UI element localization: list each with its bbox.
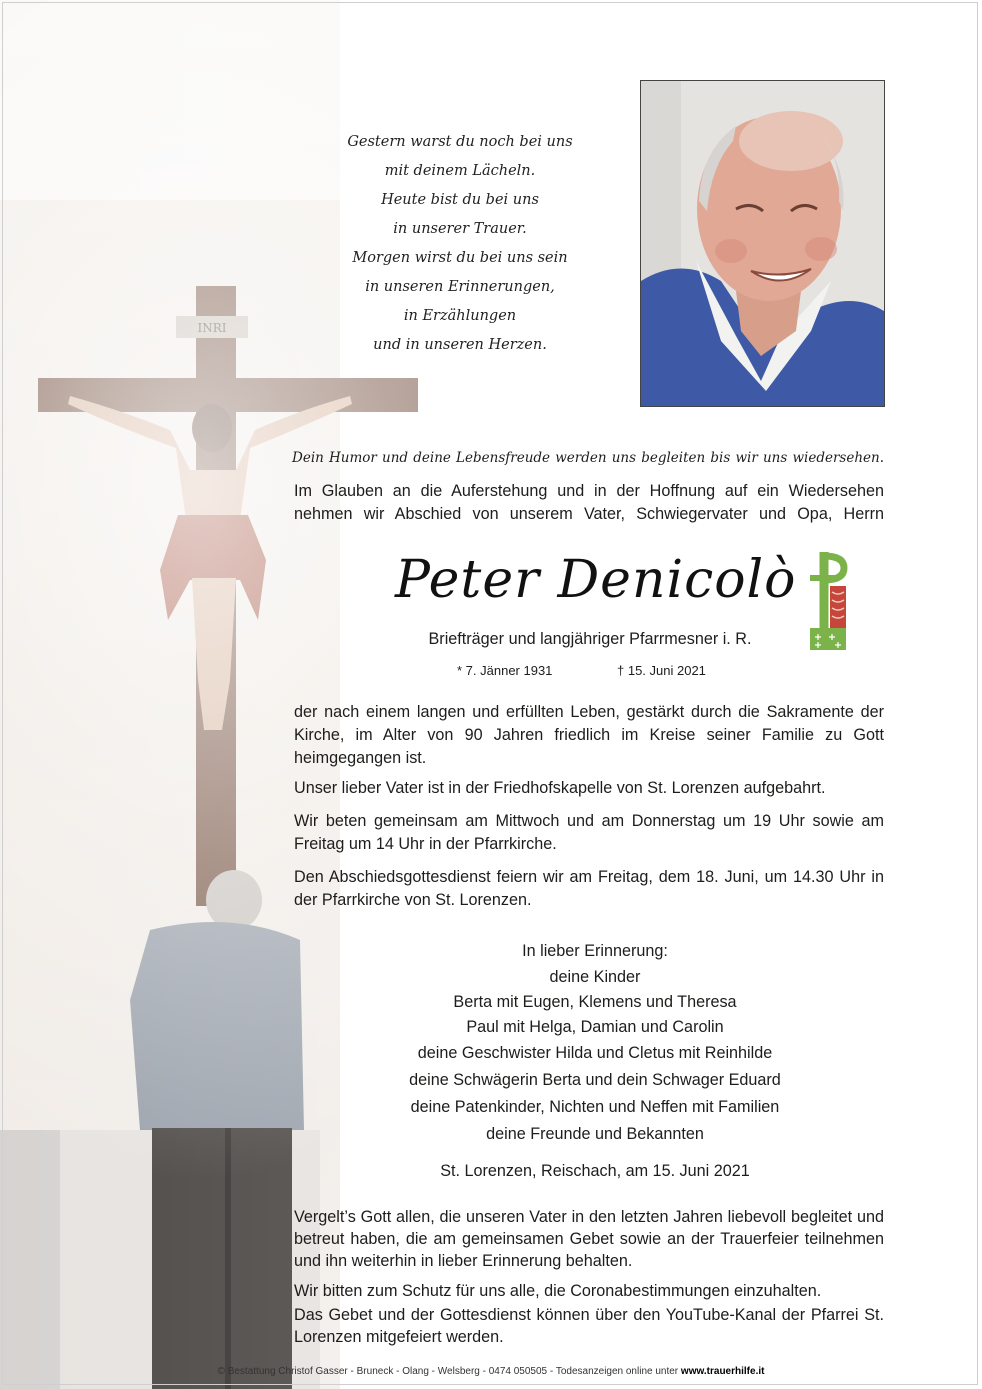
footer-text: © Bestattung Christof Gasser - Bruneck - Olang - Welsberg - 0474 050505 - Todesanzeigen online unter: [217, 1366, 681, 1377]
mourners-heading: In lieber Erinnerung:: [522, 942, 668, 960]
place-and-date: St. Lorenzen, Reischach, am 15. Juni 2021: [440, 1162, 750, 1180]
mourner-line: deine Patenkinder, Nichten und Neffen mit Familien: [410, 1098, 780, 1116]
motto: Dein Humor und deine Lebensfreude werden uns begleiten bis wir uns wiedersehen.: [292, 450, 884, 466]
youtube-notice: Das Gebet und der Gottesdienst können über den YouTube-Kanal der Pfarrei St. Lorenzen mitgefeiert werden.: [294, 1306, 884, 1346]
mourner-line: deine Kinder: [549, 968, 641, 986]
corona-notice: Wir bitten zum Schutz für uns alle, die Coronabestimmungen einzuhalten.: [294, 1282, 822, 1300]
poem-line: in Erzählungen: [403, 308, 517, 324]
body-paragraph: Unser lieber Vater ist in der Friedhofskapelle von St. Lorenzen aufgebahrt.: [294, 779, 826, 797]
poem-line: mit deinem Lächeln.: [384, 163, 536, 179]
poem: [300, 128, 620, 360]
mourner-line: Berta mit Eugen, Klemens und Theresa: [453, 993, 737, 1011]
portrait-photo: [640, 80, 885, 407]
poem-line: und in unseren Herzen.: [373, 337, 547, 353]
body-paragraph: Den Abschiedsgottesdienst feiern wir am Freitag, dem 18. Juni, um 14.30 Uhr in der Pfarrkirche von St. Lorenzen.: [294, 868, 884, 909]
mourner-line: deine Schwägerin Berta und dein Schwager Eduard: [409, 1071, 781, 1089]
deceased-name: Peter Denicolò: [395, 550, 797, 610]
intro-paragraph: Im Glauben an die Auferstehung und in der Hoffnung auf ein Wiedersehen nehmen wir Abschied von unserem Vater, Schwiegervater und Opa, Herrn: [294, 482, 884, 523]
mourner-line: deine Geschwister Hilda und Cletus mit Reinhilde: [417, 1044, 773, 1062]
poem-line: Morgen wirst du bei uns sein: [352, 250, 568, 266]
mourner-line: deine Freunde und Bekannten: [486, 1125, 704, 1143]
poem-line: Heute bist du bei uns: [381, 192, 539, 208]
thanks-paragraph: Vergelt’s Gott allen, die unseren Vater in den letzten Jahren liebevoll begleitet und betreut haben, die am gemeinsamen Gebet sowie an der Trauerfeier teilnehmen und ihn weiterhin in lieber Erinnerung behalten.: [294, 1208, 884, 1270]
mourner-line: Paul mit Helga, Damian und Carolin: [466, 1018, 724, 1036]
poem-line: in unserer Trauer.: [393, 221, 527, 237]
mourners-list: [400, 938, 790, 1148]
poem-line: in unseren Erinnerungen,: [365, 279, 555, 295]
deceased-occupation: Briefträger und langjähriger Pfarrmesner i. R.: [428, 630, 752, 648]
chi-rho-symbol-icon: [808, 548, 850, 652]
death-date: † 15. Juni 2021: [617, 663, 706, 678]
footer: [0, 1366, 982, 1377]
body-paragraph: Wir beten gemeinsam am Mittwoch und am Donnerstag um 19 Uhr sowie am Freitag um 14 Uhr in der Pfarrkirche.: [294, 812, 884, 853]
body-paragraph: der nach einem langen und erfüllten Leben, gestärkt durch die Sakramente der Kirche, im Alter von 90 Jahren friedlich im Kreise seiner Familie zu Gott heimgegangen ist.: [294, 703, 884, 767]
birth-date: * 7. Jänner 1931: [457, 663, 553, 678]
footer-website-link[interactable]: www.trauerhilfe.it: [680, 1366, 765, 1377]
poem-line: Gestern warst du noch bei uns: [347, 134, 573, 150]
